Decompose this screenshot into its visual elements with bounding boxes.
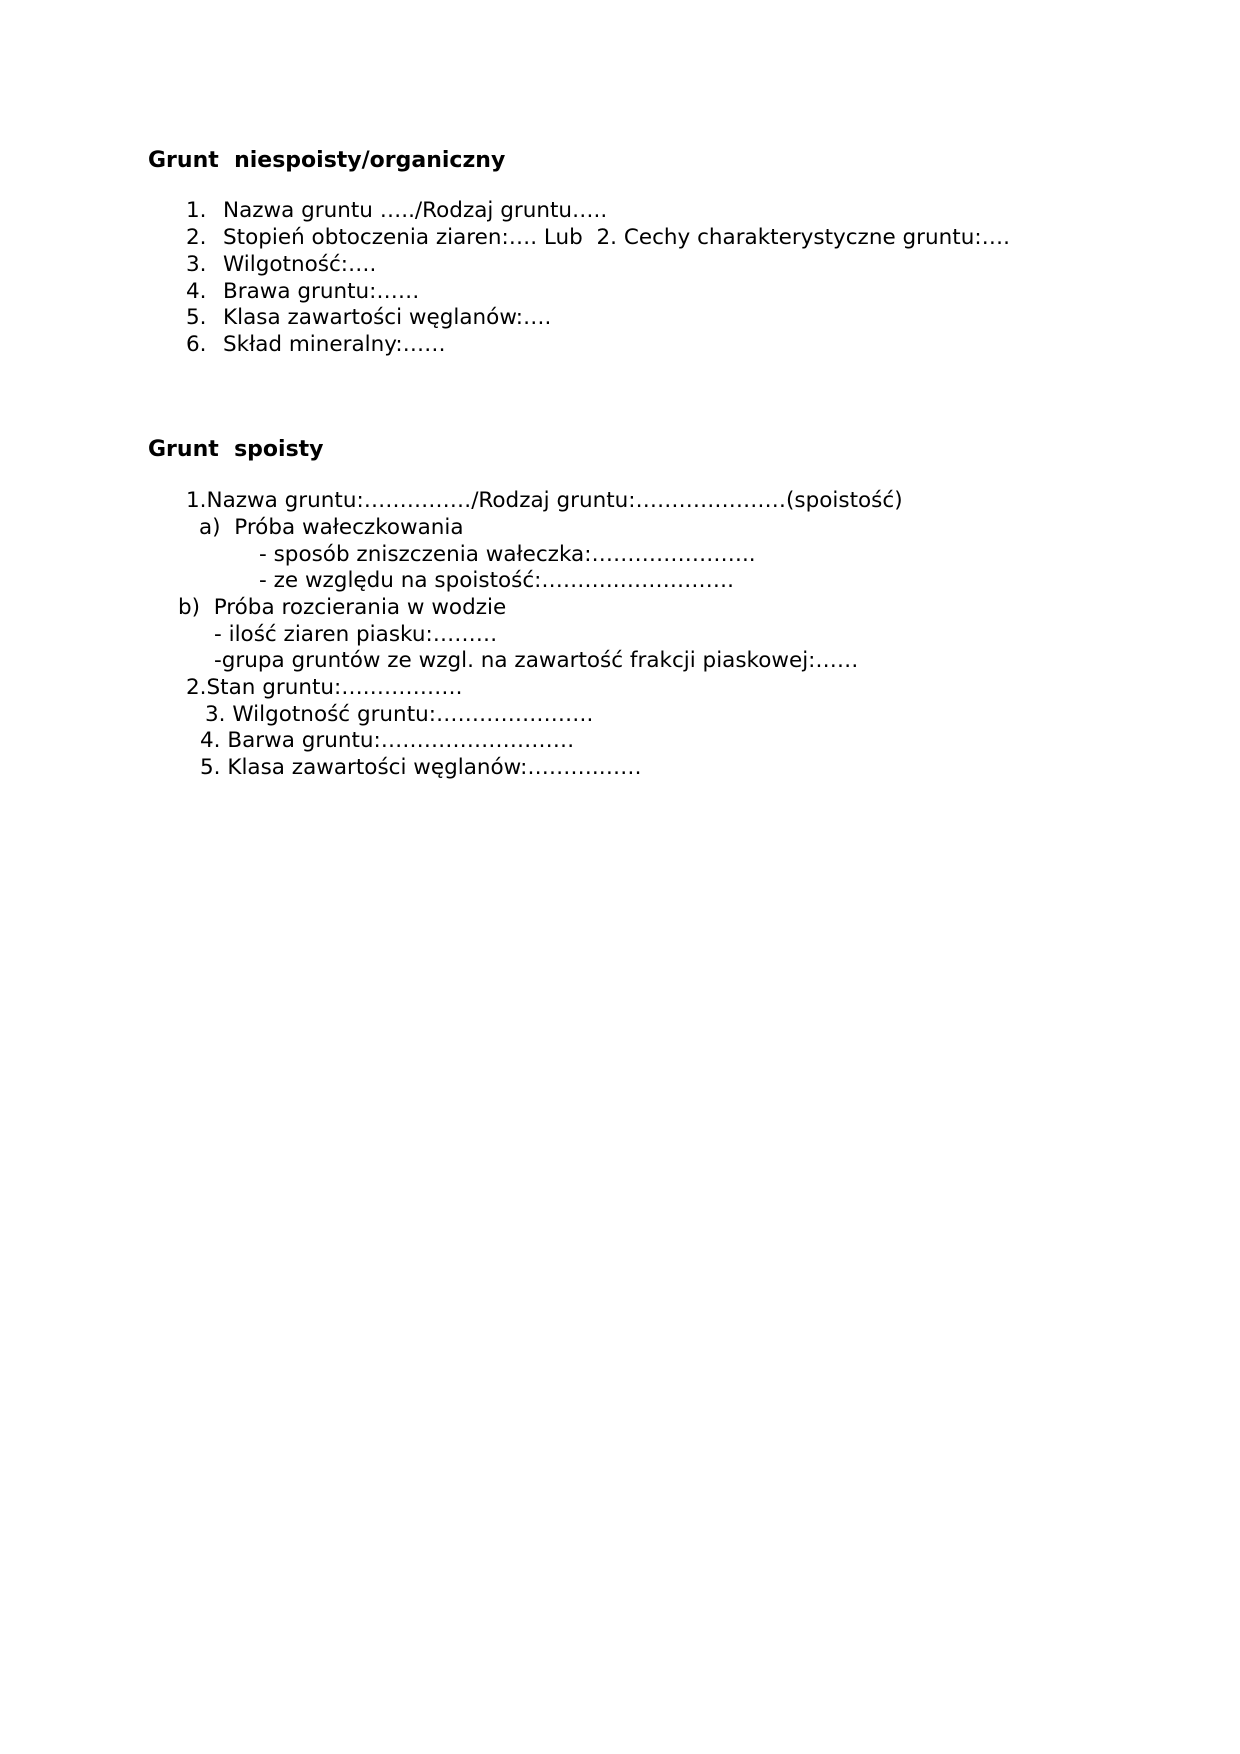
list-item-text: Nazwa gruntu …../Rodzaj gruntu….. xyxy=(223,198,608,223)
list-item-number: 3. xyxy=(186,252,207,277)
item-rolling-destruction: - sposób zniszczenia wałeczka:………………….. xyxy=(259,542,756,567)
list-item-number: 1. xyxy=(186,198,207,223)
list-item-number: 6. xyxy=(186,332,207,357)
list-item-text: Wilgotność:…. xyxy=(223,252,377,277)
item-soil-color: 4. Barwa gruntu:……………………… xyxy=(200,728,575,753)
item-sand-grains: - ilość ziaren piasku:……… xyxy=(214,622,498,647)
item-rolling-cohesion: - ze względu na spoistość:………..……………. xyxy=(259,568,734,593)
item-soil-state: 2.Stan gruntu:….…………. xyxy=(186,675,463,700)
list-item-number: 4. xyxy=(186,279,207,304)
item-rubbing-test: b) Próba rozcierania w wodzie xyxy=(178,595,507,620)
item-carbonate-class: 5. Klasa zawartości węglanów:……….…… xyxy=(200,755,642,780)
item-rolling-test: a) Próba wałeczkowania xyxy=(199,515,464,540)
item-soil-moisture: 3. Wilgotność gruntu:…………………. xyxy=(205,702,594,727)
list-item-text: Klasa zawartości węglanów:…. xyxy=(223,305,552,330)
list-item-text: Stopień obtoczenia ziaren:…. Lub 2. Cechy charakterystyczne gruntu:…. xyxy=(223,225,1010,250)
item-soil-group: -grupa gruntów ze wzgl. na zawartość frakcji piaskowej:…… xyxy=(214,648,859,673)
list-item-number: 5. xyxy=(186,305,207,330)
list-item-text: Brawa gruntu:…… xyxy=(223,279,420,304)
list-item-number: 2. xyxy=(186,225,207,250)
list-item-text: Skład mineralny:…… xyxy=(223,332,446,357)
section-heading-non-cohesive: Grunt niespoisty/organiczny xyxy=(148,148,506,173)
item-soil-name: 1.Nazwa gruntu:……………/Rodzaj gruntu:…………………(spoistość) xyxy=(186,488,903,513)
section-heading-cohesive: Grunt spoisty xyxy=(148,437,324,462)
